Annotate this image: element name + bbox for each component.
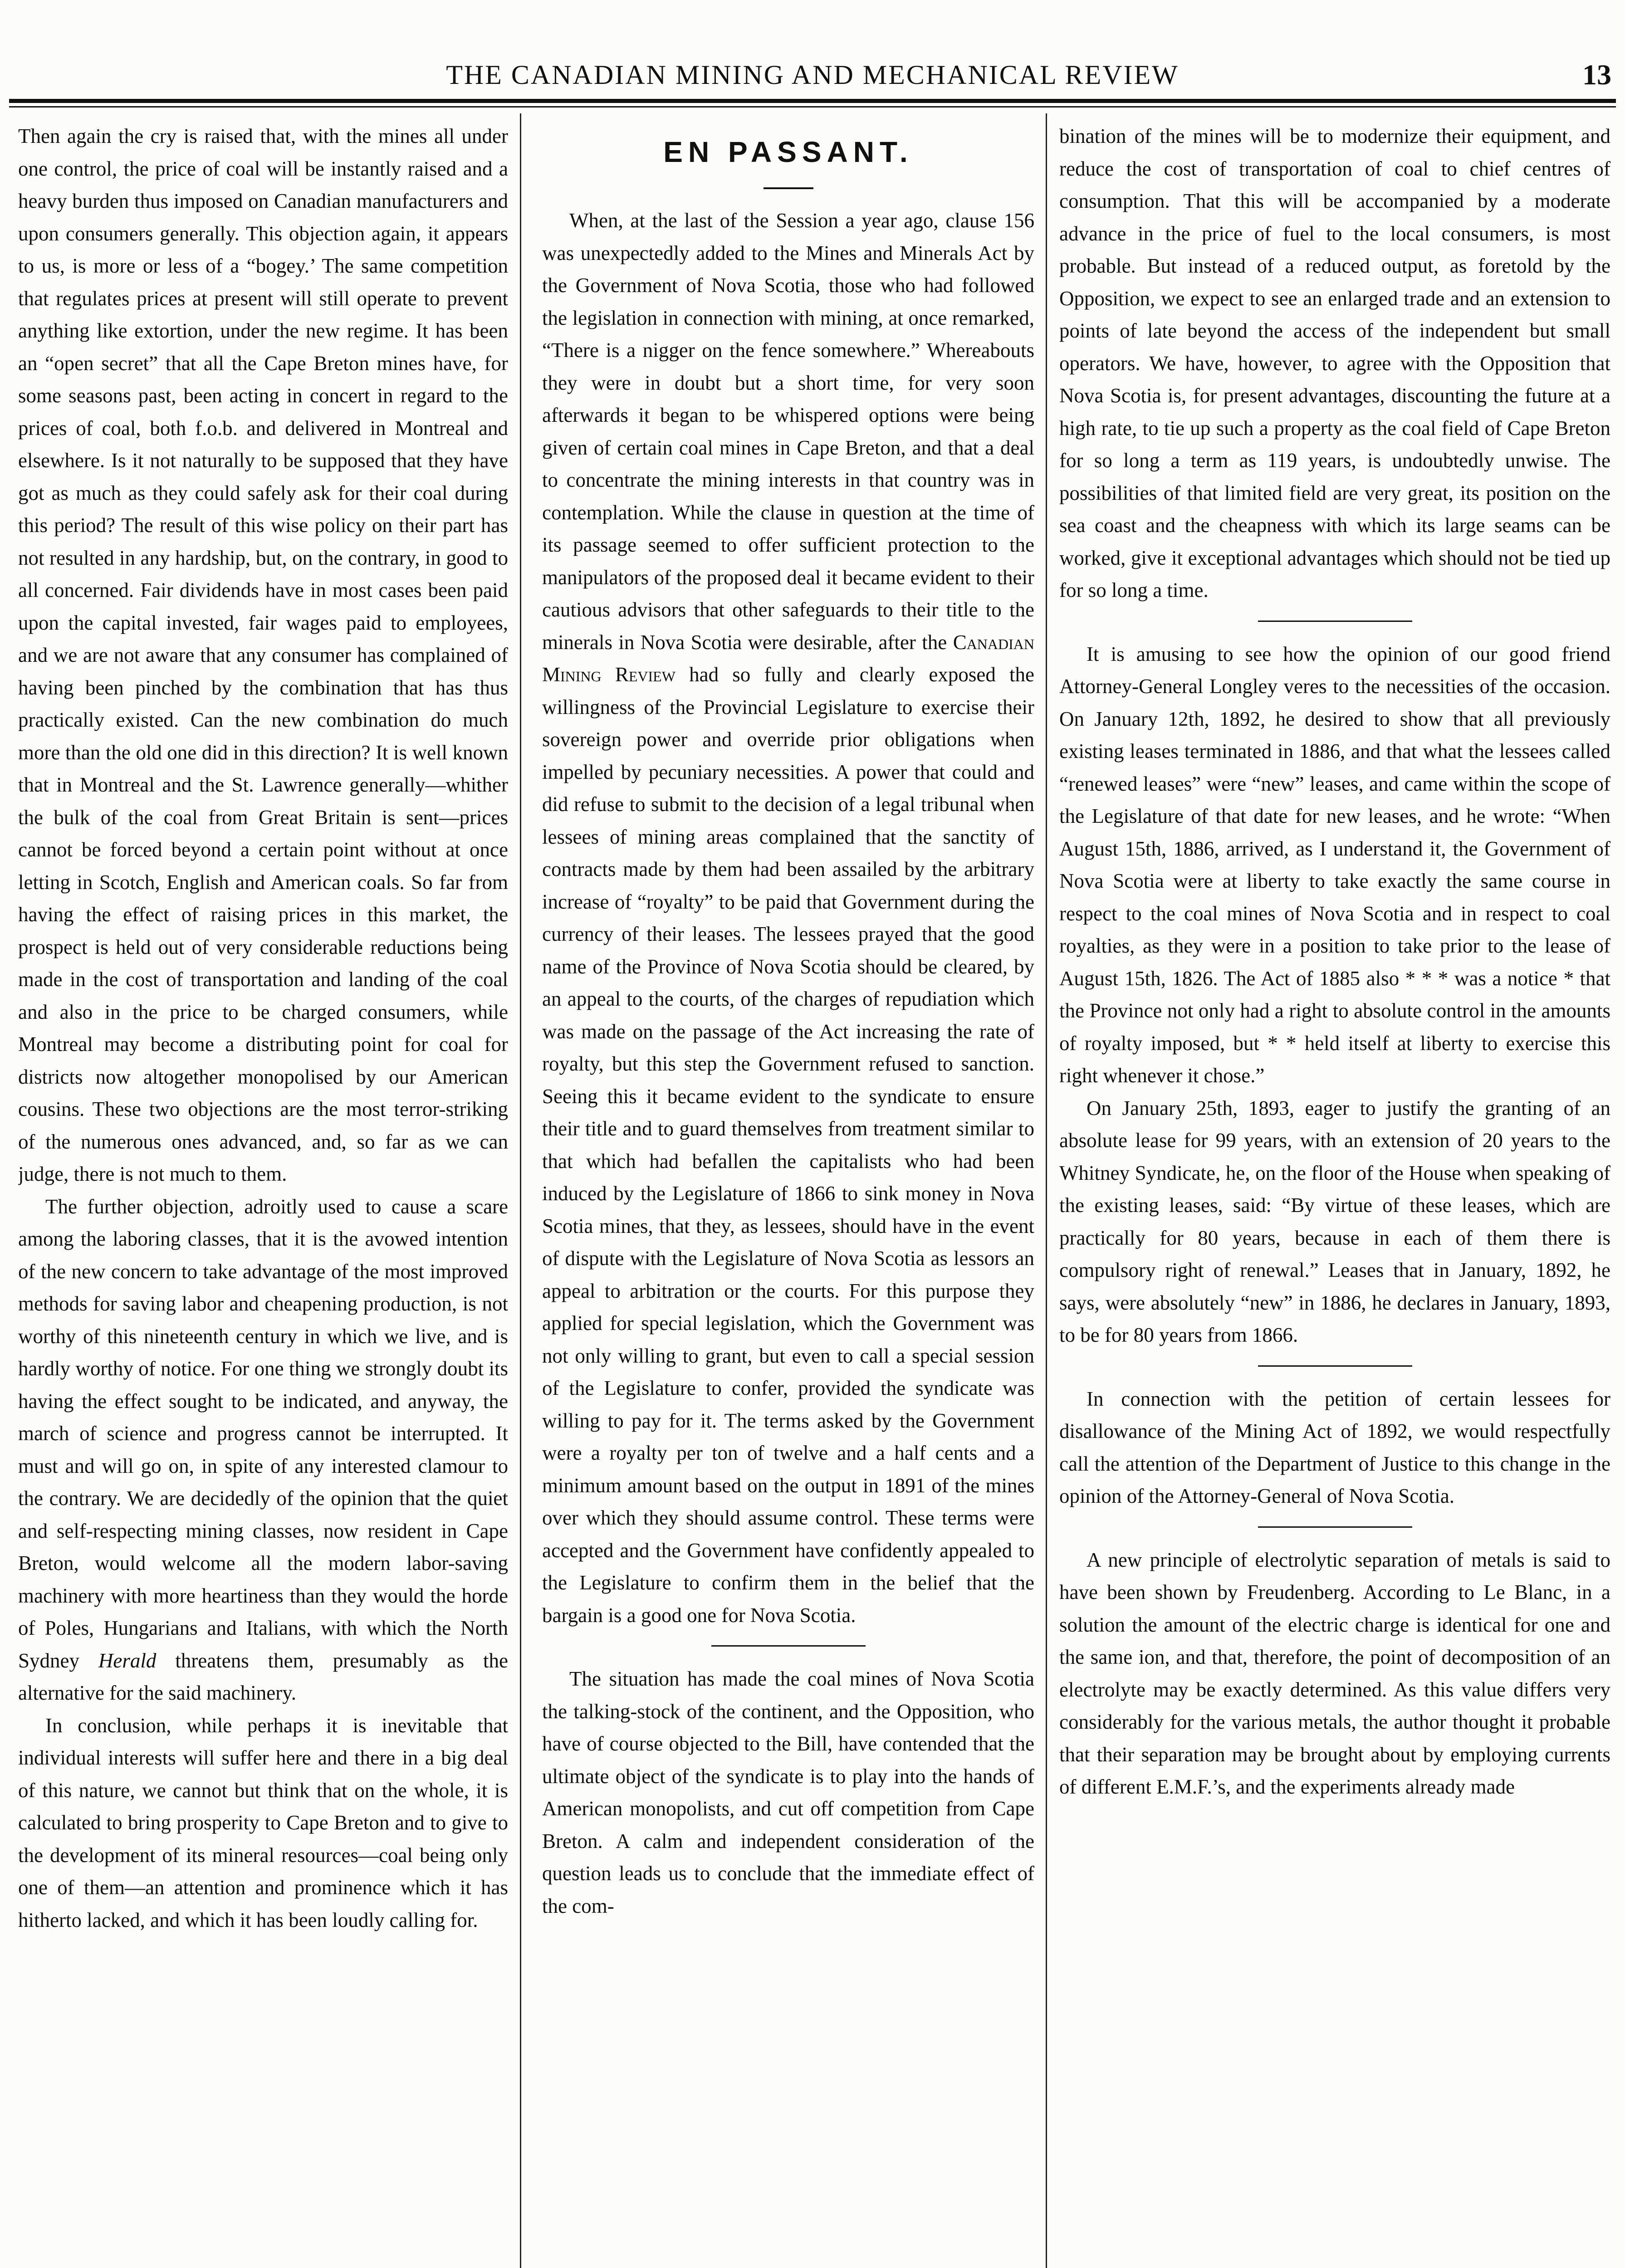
column-divider-2 bbox=[1046, 113, 1047, 2268]
separator-rule bbox=[711, 1645, 866, 1647]
column-3 bbox=[1059, 120, 1610, 2268]
column-1 bbox=[18, 120, 508, 2268]
col1-paragraph-1: Then again the cry is raised that, with the mines all under one control, the price of coal will be instantly raised and a heavy burden thus imposed on Canadian manufacturers and upon consumers generally. This objection again, it appears to us, is more or less of a “bogey.’ The same competition that regulates prices at present will still operate to prevent anything like extortion, under the new regime. It has been an “open secret” that all the Cape Breton mines have, for some seasons past, been acting in concert in regard to the prices of coal, both f.o.b. and delivered in Montreal and elsewhere. Is it not naturally to be supposed that they have got as much as they could safely ask for their coal during this period? The result of this wise policy on their part has not resulted in any hardship, but, on the contrary, in good to all concerned. Fair dividends have in most cases been paid upon the capital invested, fair wages paid to employees, and we are not aware that any consumer has complained of having been pinched by the combination that has thus practically existed. Can the new combination do much more than the old one did in this direction? It is well known that in Montreal and the St. Lawrence generally—whither the bulk of the coal from Great Britain is sent—prices cannot be forced beyond a certain point without at once letting in Scotch, English and American coals. So far from having the effect of raising prices in this market, the prospect is held out of very considerable reductions being made in the cost of transportation and landing of the coal and also in the price to be charged consumers, while Montreal may become a distributing point for coal for districts now altogether monopolised by our American cousins. These two objections are the most terror-striking of the numerous ones advanced, and, so far as we can judge, there is not much to them. bbox=[18, 125, 508, 1185]
col2-p1-text: When, at the last of the Session a year ago, clause 156 was unexpectedly added to the Mines and Minerals Act by the Government of Nova Scotia, those who had followed the legislation in connection with mining, at once remarked, “There is a nigger on the fence somewhere.” Whereabouts they were in doubt but a short time, for very soon afterwards it began to be whispered options were being given of certain coal mines in Cape Breton, and that a deal to concentrate the mining interests in that country was in contemplation. While the clause in question at the time of its passage seemed to offer sufficient protection to the manipulators of the proposed deal it became evident to their cautious advisors that other safeguards to their title to the minerals in Nova Scotia were desirable, after the bbox=[542, 209, 1034, 654]
separator-rule bbox=[1258, 621, 1412, 622]
col1-p2-text: The further objection, adroitly used to cause a scare among the laboring classes, that it is the avowed intention of the new concern to take advantage of the most improved methods for saving labor and cheapening production, is not worthy of this nineteenth century in which we live, and is hardly worthy of notice. For one thing we strongly doubt its having the effect sought to be indicated, and anyway, the march of science and progress cannot be interrupted. It must and will go on, in spite of any interested clamour to the contrary. We are decidedly of the opinion that the quiet and self-respecting mining classes, now resident in Cape Breton, would welcome all the modern labor-saving machinery with more heartiness than they would the horde of Poles, Hungarians and Italians, with which the North Sydney bbox=[18, 1195, 508, 1672]
column-2 bbox=[542, 120, 1034, 2268]
col2-paragraph-2: The situation has made the coal mines of Nova Scotia the talking-stock of the continent, and the Opposition, who have of course objected to the Bill, have contended that the ultimate object of the syndicate is to play into the hands of American monopolists, and cut off competition from Cape Breton. A calm and independent consideration of the question leads us to conclude that the immediate effect of the com- bbox=[542, 1667, 1034, 1917]
header-rule-thick bbox=[9, 99, 1616, 103]
col1-p2-end: threatens them, presumably as the alternative for the said machinery. bbox=[18, 1649, 508, 1704]
col1-paragraph-3: In conclusion, while perhaps it is inevitable that individual interests will suffer here and there in a big deal of this nature, we cannot but think that on the whole, it is calculated to bring prosperity to Cape Breton and to give to the development of its mineral resources—coal being only one of them—an attention and prominence which it has hitherto lacked, and which it has been loudly calling for. bbox=[18, 1714, 508, 1931]
col3-paragraph-4: In connection with the petition of certain lessees for disallowance of the Mining Act of 1892, we would respectfully call the attention of the Department of Justice to this change in the opinion of the Attorney-General of Nova Scotia. bbox=[1059, 1387, 1610, 1507]
heading-rule bbox=[764, 187, 813, 189]
page-header bbox=[9, 54, 1616, 95]
header-rule-thin bbox=[9, 106, 1616, 108]
publication-title: THE CANADIAN MINING AND MECHANICAL REVIEW bbox=[446, 60, 1179, 90]
separator-rule bbox=[1258, 1526, 1412, 1528]
col3-paragraph-5: A new principle of electrolytic separation of metals is said to have been shown by Freudenberg. According to Le Blanc, in a solution the amount of the electric charge is identical for one and the same ion, and that, therefore, the point of decomposition of an electrolyte may be exactly determined. As this value differs very considerably for the various metals, the author thought it probable that their separation may be brought about by employing currents of different E.M.F.’s, and the experiments already made bbox=[1059, 1548, 1610, 1798]
col3-paragraph-2: It is amusing to see how the opinion of our good friend Attorney-General Longley veres to the necessities of the occasion. On January 12th, 1892, he desired to show that all previously existing leases terminated in 1886, and that what the lessees called “renewed leases” were “new” leases, and came within the scope of the Legislature of that date for new leases, and he wrote: “When August 15th, 1886, arrived, as I understand it, the Government of Nova Scotia were at liberty to take exactly the same course in respect to the coal mines of Nova Scotia and in respect to coal royalties, as they were in a position to take prior to the lease of August 15th, 1826. The Act of 1885 also * * * was a notice * that the Province not only had a right to absolute control in the amounts of royalty imposed, but * * held itself at liberty to exercise this right whenever it chose.” bbox=[1059, 642, 1610, 1087]
separator-rule bbox=[1258, 1365, 1412, 1367]
col3-paragraph-1: bination of the mines will be to modernize their equipment, and reduce the cost of transportation of coal to chief centres of consumption. That this will be accompanied by a moderate advance in the price of fuel to the local consumers, is most probable. But instead of a reduced output, as foretold by the Opposition, we expect to see an enlarged trade and an extension to points of late beyond the access of the independent but small operators. We have, however, to agree with the Opposition that Nova Scotia is, for present advantages, discounting the future at a high rate, to tie up such a property as the coal field of Cape Breton for so long a term as 119 years, is undoubtedly unwise. The possibilities of that limited field are very great, its position on the sea coast and the cheapness with which its large seams can be worked, give it exceptional advantages which should not be tied up for so long a time. bbox=[1059, 125, 1610, 601]
review-smallcaps: Canadian Mining Review bbox=[542, 631, 1034, 686]
col3-paragraph-3: On January 25th, 1893, eager to justify the granting of an absolute lease for 99 years, with an extension of 20 years to the Whitney Syndicate, he, on the floor of the House when speaking of the existing leases, said: “By virtue of these leases, which are practically for 80 years, because in each of them there is compulsory right of renewal.” Leases that in January, 1892, he says, were absolutely “new” in 1886, he declares in January, 1893, to be for 80 years from 1866. bbox=[1059, 1096, 1610, 1346]
herald-italic: Herald bbox=[98, 1649, 157, 1672]
col2-paragraph-1 bbox=[542, 205, 1034, 1632]
col1-paragraph-2 bbox=[18, 1191, 508, 1710]
col2-p1-end: had so fully and clearly exposed the willingness of the Provincial Legislature to exercise their sovereign power and override prior obligations when impelled by pecuniary necessities. A power that could and did refuse to submit to the decision of a legal tribunal when lessees of mining areas complained that the sanctity of contracts made by them had been assailed by the arbitrary increase of “royalty” to be paid that Government during the currency of their leases. The lessees prayed that the good name of the Province of Nova Scotia should be cleared, by an appeal to the courts, of the charges of repudiation which was made on the passage of the Act increasing the rate of royalty, but this step the Government refused to sanction. Seeing this it became evident to the syndicate to ensure their title and to guard themselves from treatment similar to that which had befallen the capitalists who had been induced by the Legislature of 1866 to sink money in Nova Scotia mines, that they, as lessees, should have in the event of dispute with the Legislature of Nova Scotia as lessors an appeal to arbitration or the courts. For this purpose they applied for special legislation, which the Government was not only willing to grant, but even to call a special session of the Legislature to confer, provided the syndicate was willing to pay for it. The terms asked by the Government were a royalty per ton of twelve and a half cents and a minimum amount based on the output in 1891 of the mines over which they should assume control. These terms were accepted and the Government have confidently appealed to the Legislature to confirm them in the belief that the bargain is a good one for Nova Scotia. bbox=[542, 663, 1034, 1627]
section-heading: EN PASSANT. bbox=[663, 136, 913, 168]
page-number: 13 bbox=[1582, 59, 1611, 91]
column-divider-1 bbox=[520, 113, 521, 2268]
